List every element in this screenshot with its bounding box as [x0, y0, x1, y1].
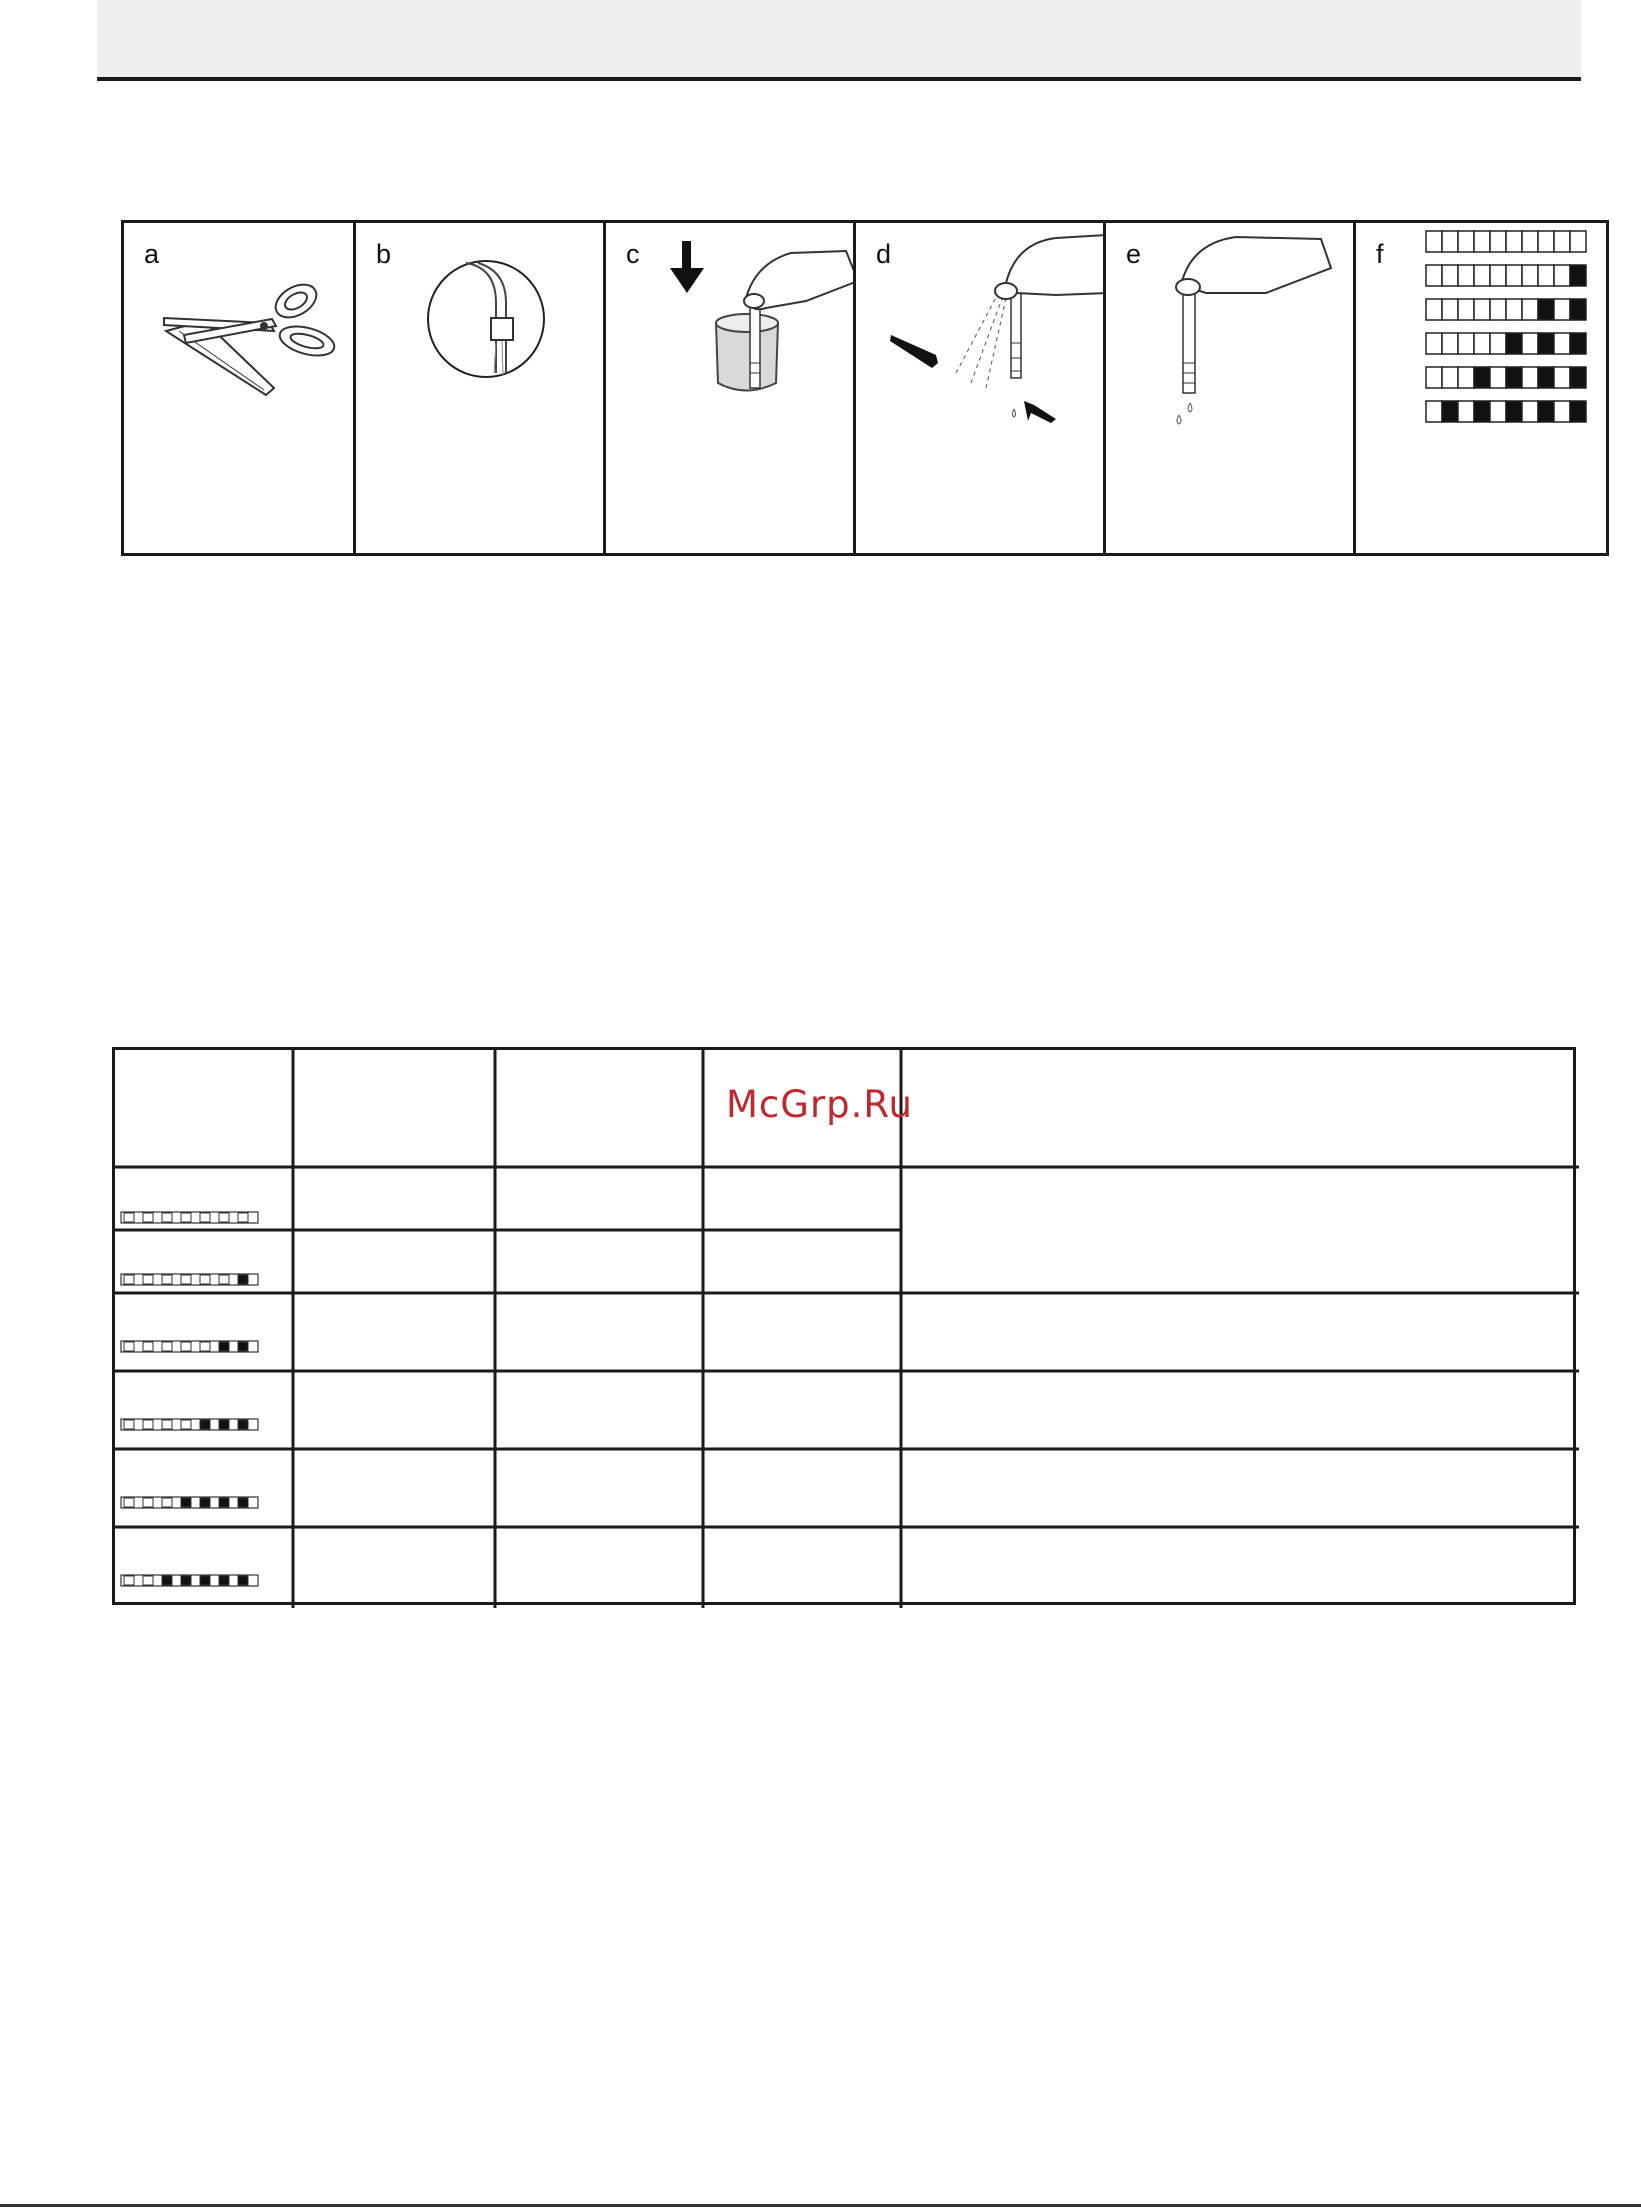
strip-cell-filled: [219, 1498, 229, 1507]
legend-cell-empty: [1458, 265, 1474, 286]
legend-cell-empty: [1442, 299, 1458, 320]
strip-cell-empty: [162, 1275, 172, 1284]
legend-cell-empty: [1426, 265, 1442, 286]
strip-indicator: [121, 1274, 258, 1285]
legend-cell-empty: [1522, 231, 1538, 252]
legend-cell-empty: [1426, 231, 1442, 252]
legend-cell-filled: [1474, 367, 1490, 388]
legend-cell-empty: [1554, 231, 1570, 252]
legend-cell-empty: [1442, 231, 1458, 252]
strip-cell-filled: [200, 1576, 210, 1585]
strip-cell-filled: [219, 1342, 229, 1351]
legend-cell-empty: [1570, 231, 1586, 252]
panel-d: [853, 220, 1106, 556]
strip-cell-filled: [238, 1498, 248, 1507]
strip-cell-empty: [124, 1576, 134, 1585]
strip-cell-filled: [219, 1420, 229, 1429]
strip-cell-empty: [143, 1275, 153, 1284]
strip-cell-filled: [238, 1275, 248, 1284]
strip-cell-empty: [200, 1275, 210, 1284]
strip-cell-filled: [219, 1576, 229, 1585]
legend-cell-empty: [1506, 231, 1522, 252]
legend-cell-empty: [1522, 401, 1538, 422]
strip-cell-filled: [238, 1576, 248, 1585]
strip-cell-filled: [238, 1342, 248, 1351]
legend-cell-empty: [1490, 333, 1506, 354]
legend-cell-filled: [1506, 367, 1522, 388]
strip-cell-filled: [238, 1420, 248, 1429]
strip-cell-empty: [219, 1213, 229, 1222]
panel-a: [121, 220, 356, 556]
legend-cell-empty: [1506, 299, 1522, 320]
strip-cell-filled: [162, 1576, 172, 1585]
legend-cell-empty: [1506, 265, 1522, 286]
legend-cell-empty: [1458, 299, 1474, 320]
watermark-text: McGrp.Ru: [726, 1083, 913, 1126]
legend-cell-empty: [1522, 265, 1538, 286]
strip-cell-filled: [181, 1576, 191, 1585]
legend-cell-empty: [1554, 401, 1570, 422]
legend-cell-filled: [1538, 367, 1554, 388]
running-tap-water-icon: [356, 223, 609, 559]
legend-cell-empty: [1490, 401, 1506, 422]
legend-cell-filled: [1538, 333, 1554, 354]
strip-cell-empty: [181, 1213, 191, 1222]
legend-cell-filled: [1474, 401, 1490, 422]
panel-letter: d: [876, 239, 892, 269]
strip-cell-empty: [143, 1420, 153, 1429]
strip-cell-empty: [200, 1342, 210, 1351]
legend-cell-empty: [1490, 299, 1506, 320]
strip-dipped-in-glass-icon: [606, 223, 859, 559]
panel-letter: b: [376, 239, 392, 269]
legend-cell-filled: [1570, 367, 1586, 388]
strip-cell-empty: [143, 1498, 153, 1507]
legend-cell-empty: [1522, 367, 1538, 388]
strip-cell-empty: [124, 1498, 134, 1507]
legend-cell-empty: [1538, 231, 1554, 252]
legend-cell-empty: [1458, 367, 1474, 388]
color-scale-legend-icon: [1356, 223, 1612, 559]
strip-cell-empty: [162, 1342, 172, 1351]
panel-letter: c: [626, 239, 640, 269]
legend-cell-empty: [1474, 299, 1490, 320]
legend-cell-filled: [1570, 401, 1586, 422]
scissors-cutting-strip-icon: [124, 223, 359, 559]
legend-cell-empty: [1554, 367, 1570, 388]
legend-cell-empty: [1554, 265, 1570, 286]
legend-cell-empty: [1522, 299, 1538, 320]
legend-cell-empty: [1522, 333, 1538, 354]
strip-indicator: [121, 1497, 258, 1508]
strip-cell-empty: [181, 1342, 191, 1351]
strip-indicator: [121, 1212, 258, 1223]
strip-cell-empty: [124, 1213, 134, 1222]
strip-cell-empty: [219, 1275, 229, 1284]
shaking-strip-icon: [856, 223, 1109, 559]
strip-cell-empty: [162, 1498, 172, 1507]
strip-cell-filled: [200, 1498, 210, 1507]
legend-cell-filled: [1506, 333, 1522, 354]
header-band: [97, 0, 1581, 81]
strip-cell-empty: [124, 1275, 134, 1284]
legend-cell-empty: [1490, 231, 1506, 252]
legend-cell-empty: [1490, 265, 1506, 286]
legend-cell-empty: [1554, 299, 1570, 320]
strip-cell-empty: [181, 1420, 191, 1429]
strip-cell-empty: [143, 1342, 153, 1351]
legend-cell-empty: [1474, 265, 1490, 286]
results-table: [112, 1047, 1576, 1605]
panel-e: [1103, 220, 1356, 556]
legend-cell-empty: [1474, 231, 1490, 252]
strip-dripping-icon: [1106, 223, 1359, 559]
legend-cell-filled: [1442, 401, 1458, 422]
legend-cell-empty: [1426, 401, 1442, 422]
legend-cell-empty: [1474, 333, 1490, 354]
panel-f: [1353, 220, 1609, 556]
legend-cell-filled: [1570, 333, 1586, 354]
legend-cell-filled: [1538, 299, 1554, 320]
legend-cell-empty: [1538, 265, 1554, 286]
strip-cell-empty: [162, 1420, 172, 1429]
panel-letter: f: [1376, 239, 1384, 269]
down-arrow-icon: [670, 241, 704, 293]
panel-letter: a: [144, 239, 160, 269]
legend-cell-empty: [1426, 333, 1442, 354]
page-bottom-rule: [0, 2204, 1641, 2207]
legend-cell-empty: [1490, 367, 1506, 388]
strip-cell-empty: [181, 1275, 191, 1284]
legend-scale-row: [1426, 333, 1586, 354]
legend-cell-empty: [1442, 333, 1458, 354]
panel-b: [353, 220, 606, 556]
legend-scale-row: [1426, 231, 1586, 252]
legend-scale-row: [1426, 299, 1586, 320]
strip-cell-empty: [238, 1213, 248, 1222]
strip-cell-empty: [162, 1213, 172, 1222]
legend-scale-row: [1426, 265, 1586, 286]
legend-cell-filled: [1570, 265, 1586, 286]
legend-scale-row: [1426, 367, 1586, 388]
strip-indicator: [121, 1575, 258, 1586]
legend-cell-filled: [1538, 401, 1554, 422]
strip-cell-empty: [143, 1213, 153, 1222]
legend-cell-empty: [1458, 333, 1474, 354]
strip-cell-empty: [124, 1342, 134, 1351]
legend-cell-empty: [1442, 265, 1458, 286]
strip-cell-empty: [143, 1576, 153, 1585]
strip-cell-empty: [200, 1213, 210, 1222]
panel-c: [603, 220, 856, 556]
legend-scale-row: [1426, 401, 1586, 422]
legend-cell-empty: [1426, 299, 1442, 320]
panel-letter: e: [1126, 239, 1142, 269]
strip-cell-empty: [124, 1420, 134, 1429]
legend-cell-empty: [1554, 333, 1570, 354]
legend-cell-filled: [1506, 401, 1522, 422]
strip-indicator: [121, 1341, 258, 1352]
legend-cell-empty: [1458, 401, 1474, 422]
strip-cell-filled: [200, 1420, 210, 1429]
strip-indicator: [121, 1419, 258, 1430]
strip-cell-filled: [181, 1498, 191, 1507]
legend-cell-empty: [1442, 367, 1458, 388]
legend-cell-empty: [1458, 231, 1474, 252]
legend-cell-filled: [1570, 299, 1586, 320]
legend-cell-empty: [1426, 367, 1442, 388]
